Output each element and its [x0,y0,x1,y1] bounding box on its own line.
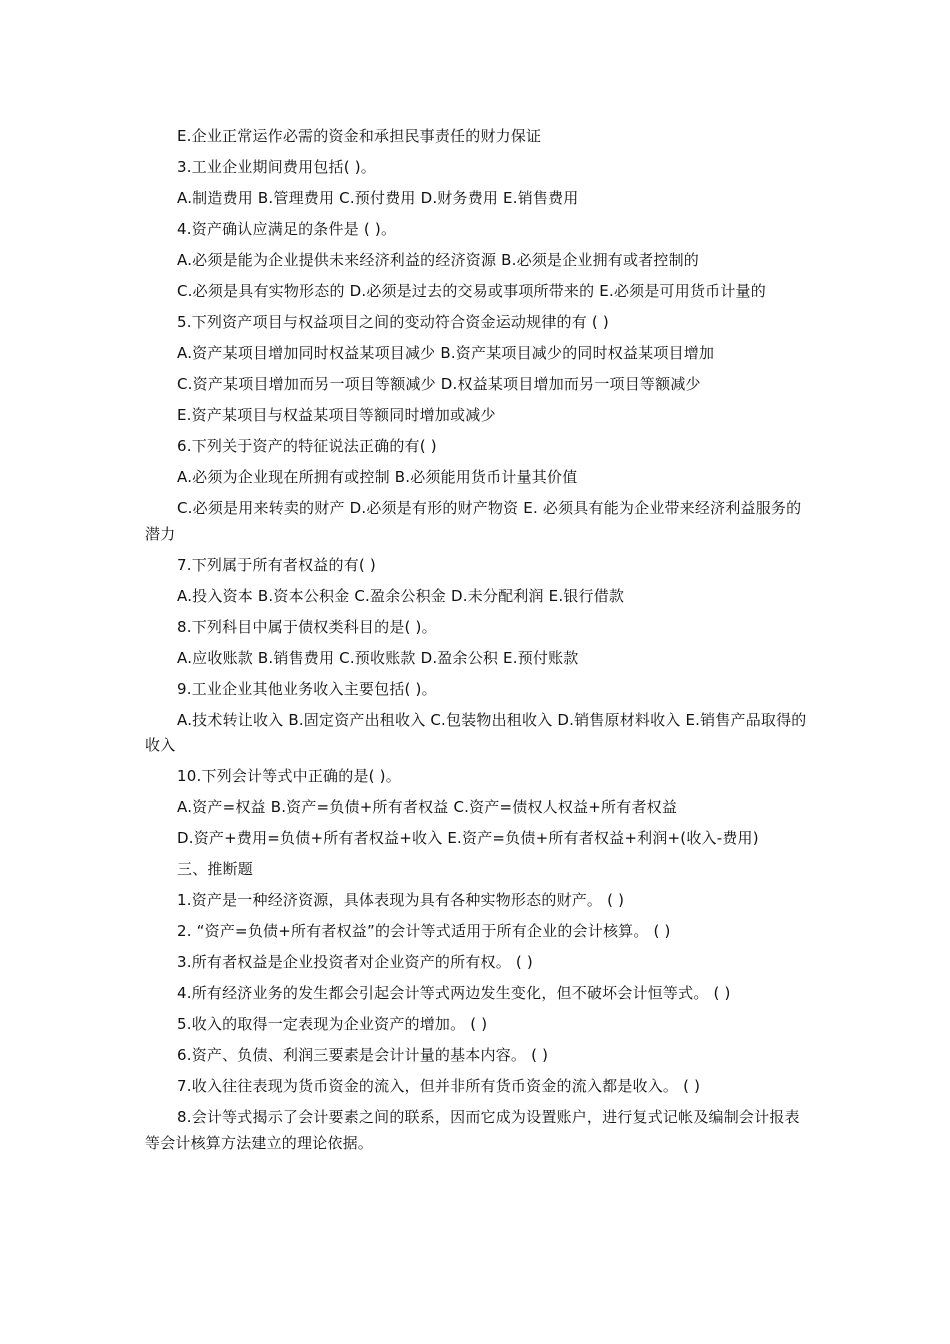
question-heading: 9.工业企业其他业务收入主要包括( )。 [177,679,437,698]
question-options: A.投入资本 B.资本公积金 C.盈余公积金 D.未分配利润 E.银行借款 [177,586,625,605]
question-options: A.资产某项目增加同时权益某项目减少 B.资产某项目减少的同时权益某项目增加 [177,344,715,362]
judgment-item: 2. “资产=负债+所有者权益”的会计等式适用于所有企业的会计核算。 ( ) [177,922,671,940]
question-options: A.必须是能为企业提供未来经济利益的经济资源 B.必须是企业拥有或者控制的 [177,251,699,269]
document-body [145,124,810,1162]
question-options: A.制造费用 B.管理费用 C.预付费用 D.财务费用 E.销售费用 [177,189,579,207]
question-options: A.应收账款 B.销售费用 C.预收账款 D.盈余公积 E.预付账款 [177,648,579,667]
question-options: A.技术转让收入 B.固定资产出租收入 C.包装物出租收入 D.销售原材料收入 E.销售产品取得的收入 [145,710,807,754]
judgment-item: 3.所有者权益是企业投资者对企业资产的所有权。 ( ) [177,953,533,971]
question-options: C.资产某项目增加而另一项目等额减少 D.权益某项目增加而另一项目等额减少 [177,375,701,393]
question-heading: 7.下列属于所有者权益的有( ) [177,555,376,574]
judgment-item: 5.收入的取得一定表现为企业资产的增加。 ( ) [177,1015,488,1033]
section-heading: 三、推断题 [177,860,254,878]
question-options: D.资产+费用=负债+所有者权益+收入 E.资产=负债+所有者权益+利润+(收入-费用) [177,829,759,847]
judgment-item: 4.所有经济业务的发生都会引起会计等式两边发生变化，但不破坏会计恒等式。 ( ) [177,984,731,1002]
question-heading: 3.工业企业期间费用包括( )。 [177,158,376,176]
judgment-item: 6.资产、负债、利润三要素是会计计量的基本内容。 ( ) [177,1046,549,1064]
question-options: C.必须是具有实物形态的 D.必须是过去的交易或事项所带来的 E.必须是可用货币计量的 [177,282,766,300]
question-heading: 6.下列关于资产的特征说法正确的有( ) [177,437,437,455]
judgment-item: 7.收入往往表现为货币资金的流入，但并非所有货币资金的流入都是收入。 ( ) [177,1077,701,1095]
judgment-item: 1.资产是一种经济资源，具体表现为具有各种实物形态的财产。 ( ) [177,891,625,909]
question-options: E.资产某项目与权益某项目等额同时增加或减少 [177,406,496,424]
question-heading: 8.下列科目中属于债权类科目的是( )。 [177,617,437,636]
paragraph: E.企业正常运作必需的资金和承担民事责任的财力保证 [177,127,542,145]
judgment-item: 8.会计等式揭示了会计要素之间的联系，因而它成为设置账户，进行复式记帐及编制会计报表等会计核算方法建立的理论依据。 [145,1108,800,1152]
question-heading: 4.资产确认应满足的条件是 ( )。 [177,220,397,238]
question-options: C.必须是用来转卖的财产 D.必须是有形的财产物资 E. 必须具有能为企业带来经济利益服务的潜力 [145,499,802,543]
question-heading: 5.下列资产项目与权益项目之间的变动符合资金运动规律的有 ( ) [177,313,609,331]
question-options: A.资产=权益 B.资产=负债+所有者权益 C.资产=债权人权益+所有者权益 [177,798,678,816]
question-heading: 10.下列会计等式中正确的是( )。 [177,767,401,785]
question-options: A.必须为企业现在所拥有或控制 B.必须能用货币计量其价值 [177,468,578,486]
